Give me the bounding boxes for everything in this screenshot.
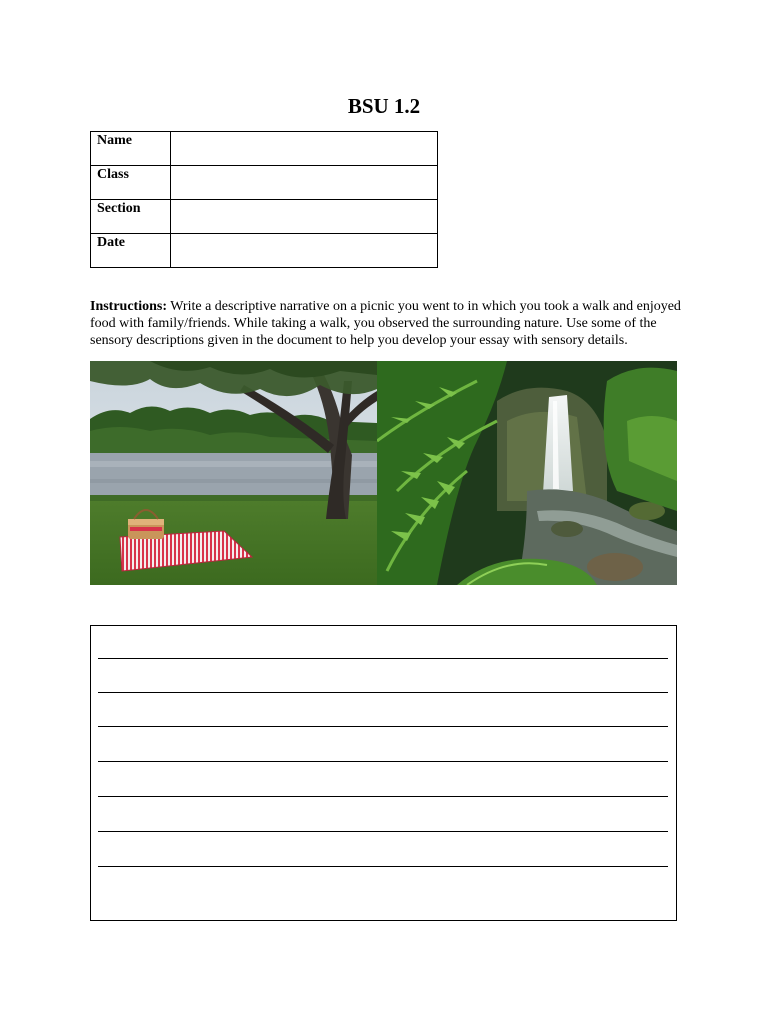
- writing-line: [98, 796, 668, 797]
- writing-line: [98, 658, 668, 659]
- info-row-name: [91, 132, 438, 166]
- writing-line: [98, 726, 668, 727]
- info-row-date: [91, 234, 438, 268]
- instructions-text: Write a descriptive narrative on a picnic you went to in which you took a walk and enjoyed food with family/friends. While taking a walk, you observed the surrounding nature. Use some of the sensory descriptions given in the document to help you develop your essay with sensory details.: [90, 299, 681, 348]
- name-field[interactable]: [171, 132, 438, 166]
- waterfall-forest-photo: [377, 361, 677, 585]
- student-info-table: [90, 131, 438, 268]
- writing-line: [98, 761, 668, 762]
- section-field[interactable]: [171, 200, 438, 234]
- instructions-paragraph: [90, 298, 682, 349]
- date-field[interactable]: [171, 234, 438, 268]
- writing-line: [98, 866, 668, 867]
- info-label: Name: [91, 132, 171, 166]
- picnic-lake-photo: [90, 361, 377, 585]
- info-label: Class: [91, 166, 171, 200]
- info-label: Section: [91, 200, 171, 234]
- info-row-section: [91, 200, 438, 234]
- class-field[interactable]: [171, 166, 438, 200]
- writing-line: [98, 692, 668, 693]
- writing-line: [98, 831, 668, 832]
- writing-area[interactable]: [90, 625, 677, 921]
- photo-strip: [90, 361, 677, 585]
- info-label: Date: [91, 234, 171, 268]
- page-title: BSU 1.2: [347, 94, 421, 118]
- info-row-class: [91, 166, 438, 200]
- instructions-label: Instructions:: [90, 299, 168, 314]
